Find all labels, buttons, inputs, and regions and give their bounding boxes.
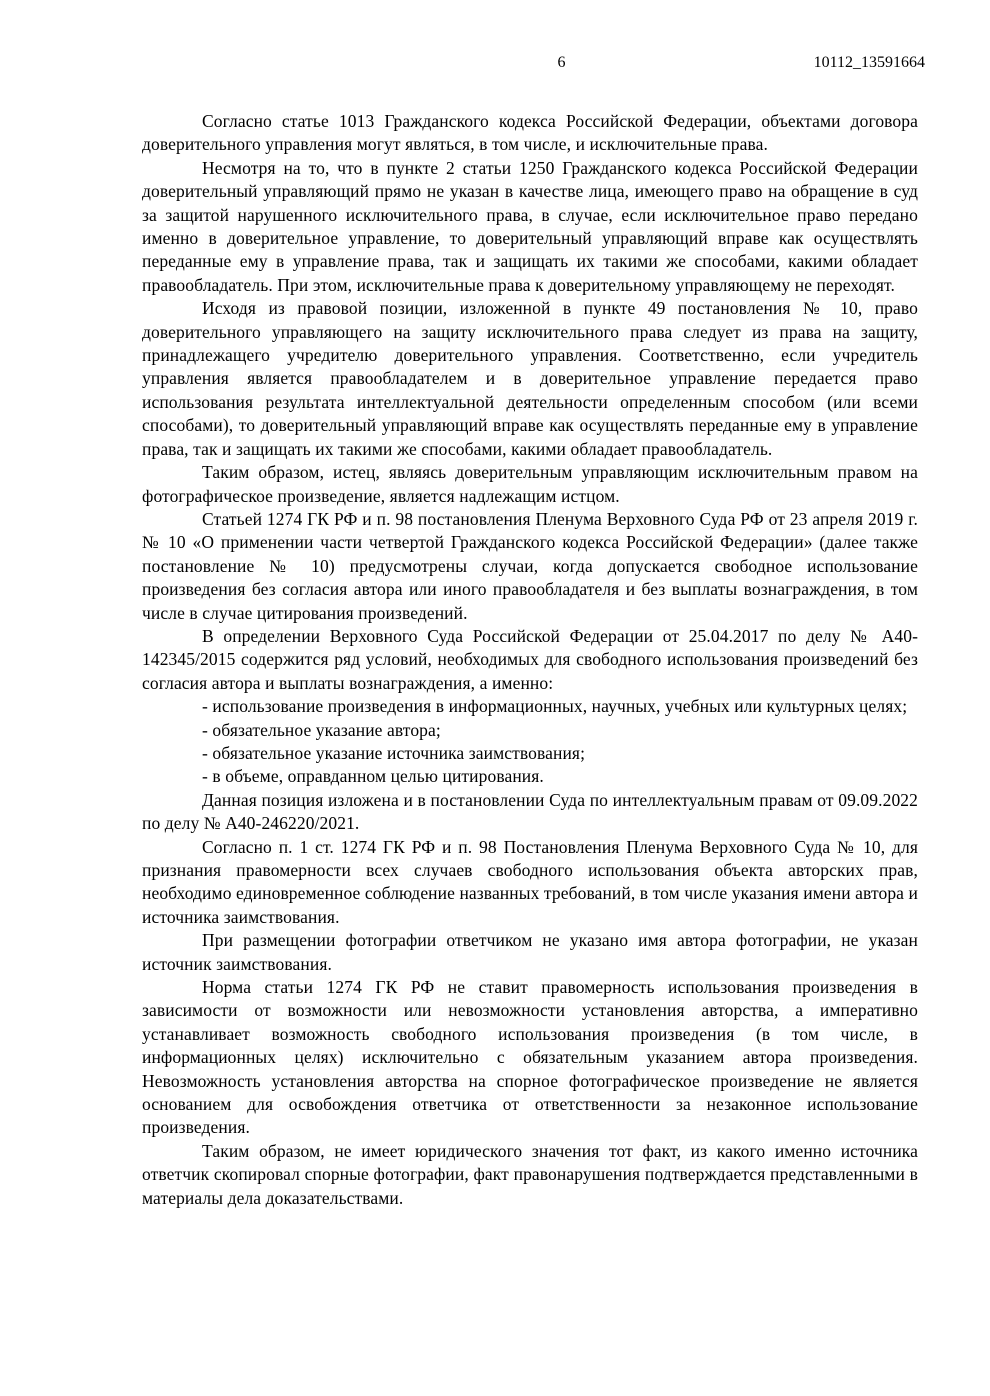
paragraph: Согласно статье 1013 Гражданского кодекса Российской Федерации, объектами договора доверительного управления могут являться, в том числе, и исключительные права. (142, 111, 918, 155)
paragraph: Данная позиция изложена и в постановлении Суда по интеллектуальным правам от 09.09.2022 по делу № А40-246220/2021. (142, 789, 918, 834)
page-number: 6 (557, 54, 566, 71)
document-body (142, 110, 918, 1210)
paragraph: - обязательное указание источника заимствования; (202, 742, 586, 763)
paragraph: Таким образом, не имеет юридического значения тот факт, из какого именно источника ответчик скопировал спорные фотографии, факт правонарушения подтверждается представленными в материалы дела доказательствами. (142, 1140, 918, 1208)
paragraph: - использование произведения в информационных, научных, учебных или культурных целях; (202, 696, 908, 717)
paragraph: Норма статьи 1274 ГК РФ не ставит правомерность использования произведения в зависимости от возможности или невозможности установления авторства, а императивно устанавливает возможность свободного использования произведения (в том числе, в информационных целях) исключительно с обязательным указанием автора произведения. Невозможность установления авторства на спорное фотографическое произведение не является основанием для освобождения ответчика от ответственности за незаконное использование произведения. (142, 977, 918, 1138)
paragraph: Несмотря на то, что в пункте 2 статьи 1250 Гражданского кодекса Российской Федерации доверительный управляющий прямо не указан в качестве лица, имеющего право на обращение в суд за защитой нарушенного исключительного права, в случае, если исключительное право передано именно в доверительное управление, то доверительный управляющий вправе как осуществлять переданные ему в управление права, так и защищать их такими же способами, какими обладает правообладатель. При этом, исключительные права к доверительному управляющему не переходят. (142, 157, 918, 295)
paragraph: - обязательное указание автора; (202, 719, 441, 740)
paragraph: Согласно п. 1 ст. 1274 ГК РФ и п. 98 Постановления Пленума Верховного Суда № 10, для признания правомерности всех случаев свободного использования объекта авторских прав, необходимо единовременное соблюдение названных требований, в том числе указания имени автора и источника заимствования. (142, 836, 918, 927)
paragraph: При размещении фотографии ответчиком не указано имя автора фотографии, не указан источник заимствования. (142, 930, 918, 974)
paragraph: Исходя из правовой позиции, изложенной в пункте 49 постановления № 10, право доверительного управляющего на защиту исключительного права следует из права на защиту, принадлежащего учредителю доверительного управления. Соответственно, если учредитель управления является правообладателем и в доверительное управление передается право использования результата интеллектуальной деятельности определенным способом (или всеми способами), то доверительный управляющий вправе как осуществлять переданные ему в управление права, так и защищать их такими же способами, какими обладает правообладатель. (142, 298, 918, 459)
paragraph: Таким образом, истец, являясь доверительным управляющим исключительным правом на фотографическое произведение, является надлежащим истцом. (142, 462, 918, 506)
paragraph: В определении Верховного Суда Российской Федерации от 25.04.2017 по делу № А40-142345/2015 содержится ряд условий, необходимых для свободного использования произведений без согласия автора и выплаты вознаграждения, а именно: (142, 625, 918, 693)
paragraph: Статьей 1274 ГК РФ и п. 98 постановления Пленума Верховного Суда РФ от 23 апреля 2019 г. № 10 «О применении части четвертой Гражданского кодекса Российской Федерации» (далее также постановление № 10) предусмотрены случаи, когда допускается свободное использование произведения без согласия автора или иного правообладателя и без выплаты вознаграждения, в том числе в случае цитирования произведений. (142, 508, 918, 623)
paragraph: - в объеме, оправданном целью цитирования. (202, 766, 544, 787)
document-id: 10112_13591664 (813, 54, 925, 71)
page-header (142, 52, 925, 74)
